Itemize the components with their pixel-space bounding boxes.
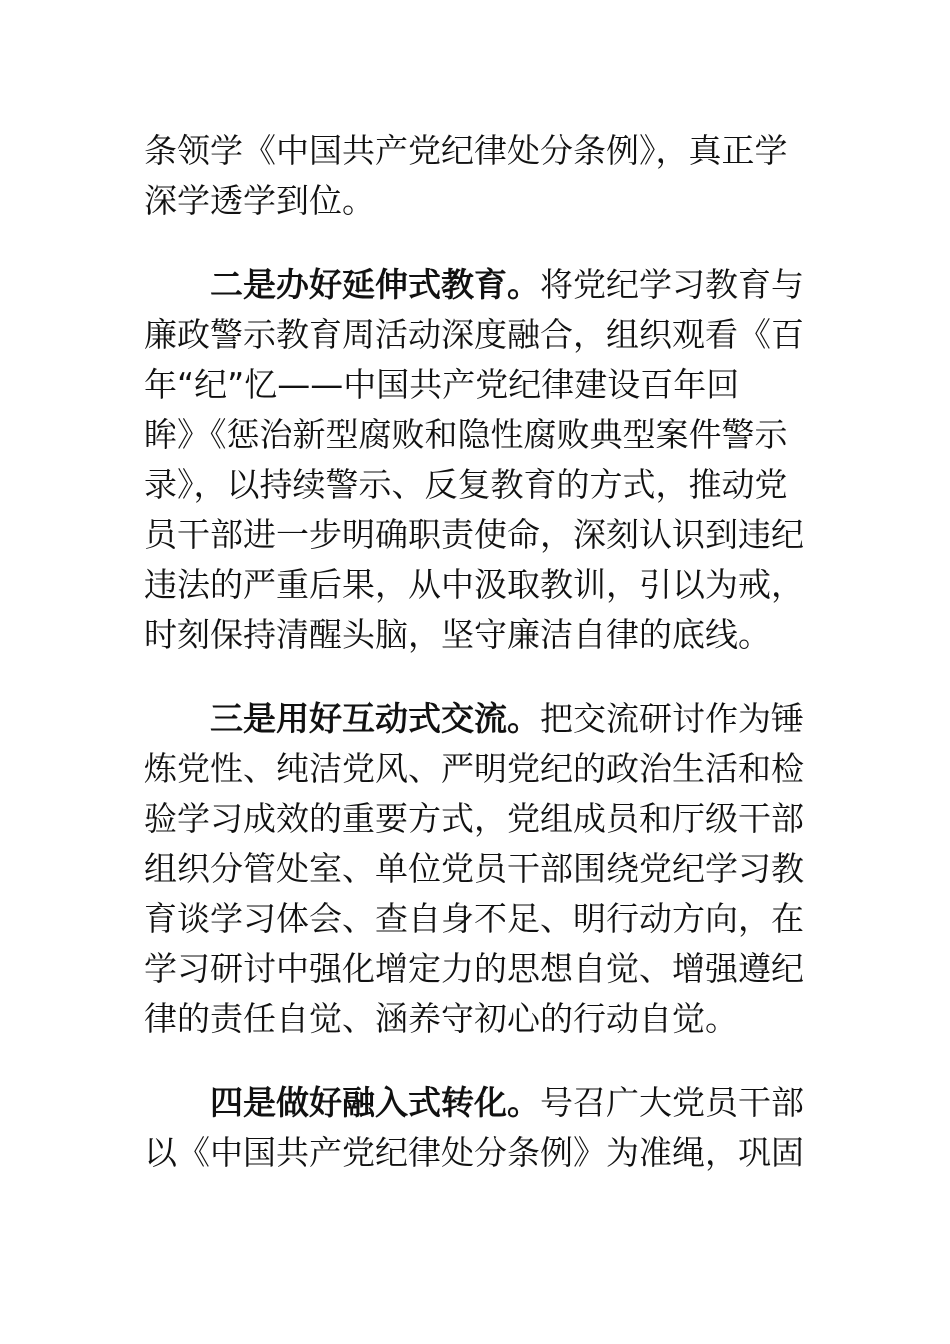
- paragraph-3-line: 验学习成效的重要方式，党组成员和厅级干部: [144, 799, 804, 838]
- paragraph-2-line: 廉政警示教育周活动深度融合，组织观看《百: [144, 315, 804, 354]
- paragraph-2-line: 录》，以持续警示、反复教育的方式，推动党: [144, 465, 788, 504]
- paragraph-2-line: 违法的严重后果，从中汲取教训，引以为戒，: [144, 565, 804, 604]
- paragraph-4-heading: 四是做好融入式转化。: [210, 1083, 540, 1122]
- paragraph-3-first-rest: 把交流研讨作为锤: [540, 699, 804, 738]
- paragraph-3-heading: 三是用好互动式交流。: [210, 699, 540, 738]
- paragraph-1-line-2: 深学透学到位。: [144, 181, 375, 220]
- paragraph-2-first-line: [210, 260, 804, 310]
- paragraph-3-line: 学习研讨中强化增定力的思想自觉、增强遵纪: [144, 949, 804, 988]
- paragraph-4-line: 以《中国共产党纪律处分条例》为准绳，巩固: [144, 1133, 804, 1172]
- paragraph-3-line: 育谈学习体会、查自身不足、明行动方向，在: [144, 899, 804, 938]
- paragraph-2-line: 时刻保持清醒头脑，坚守廉洁自律的底线。: [144, 615, 771, 654]
- paragraph-2-heading: 二是办好延伸式教育。: [210, 265, 540, 304]
- paragraph-4-first-line: [210, 1078, 804, 1128]
- paragraph-3-first-line: [210, 694, 804, 744]
- paragraph-4-first-rest: 号召广大党员干部: [540, 1083, 804, 1122]
- paragraph-1-line-1: 条领学《中国共产党纪律处分条例》，真正学: [144, 131, 788, 170]
- paragraph-2-line: 年“纪”忆——中国共产党纪律建设百年回: [144, 365, 740, 404]
- paragraph-3-line: 组织分管处室、单位党员干部围绕党纪学习教: [144, 849, 804, 888]
- paragraph-3-line: 炼党性、纯洁党风、严明党纪的政治生活和检: [144, 749, 804, 788]
- paragraph-2-line: 眸》《惩治新型腐败和隐性腐败典型案件警示: [144, 415, 788, 454]
- paragraph-3-line: 律的责任自觉、涵养守初心的行动自觉。: [144, 999, 738, 1038]
- paragraph-2-first-rest: 将党纪学习教育与: [540, 265, 804, 304]
- paragraph-2-line: 员干部进一步明确职责使命，深刻认识到违纪: [144, 515, 804, 554]
